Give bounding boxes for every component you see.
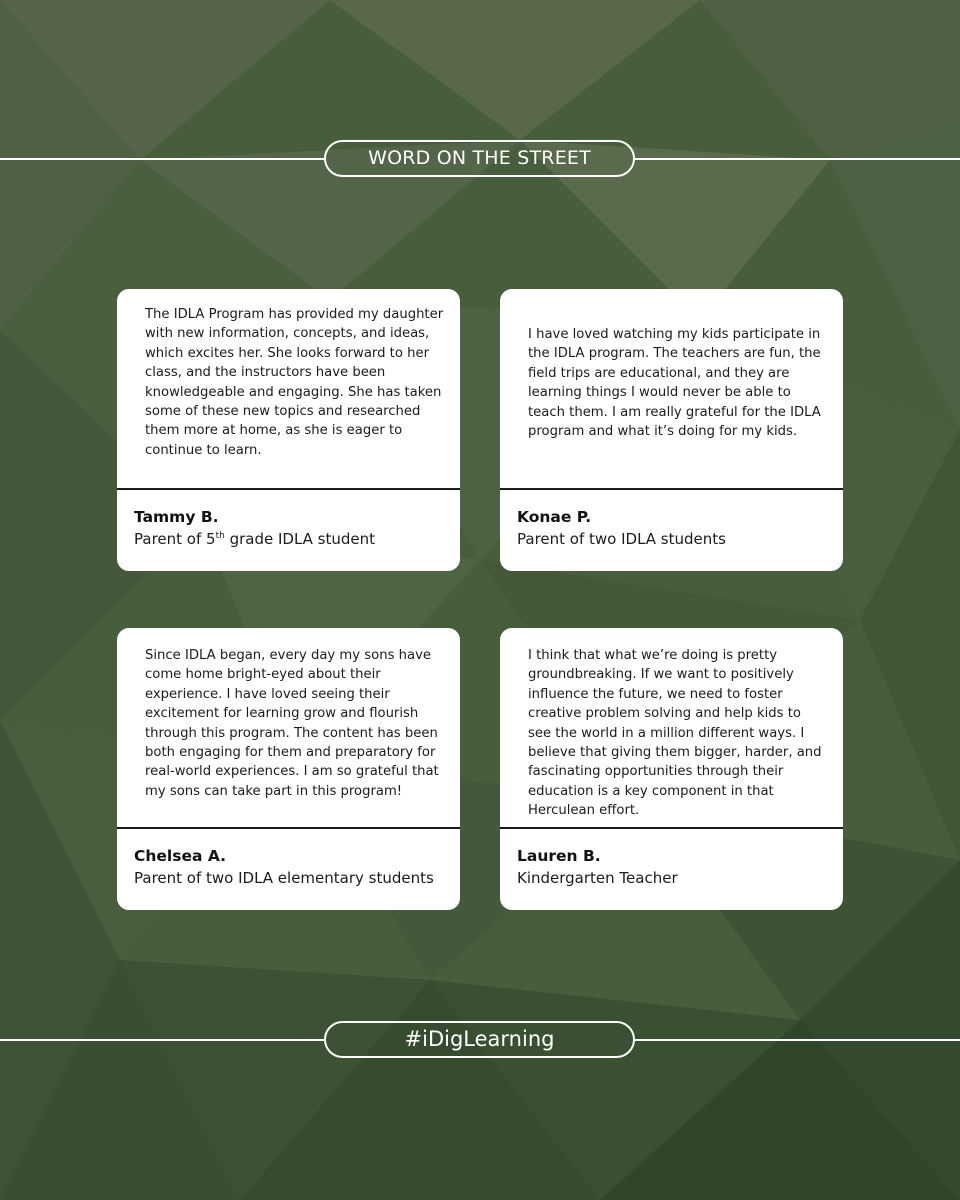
- header-rule-left: [0, 158, 324, 160]
- testimonial-quote: Since IDLA began, every day my sons have come home bright-eyed about their experience. I have loved seeing their excitement for learning grow and flourish through this program. The content has been both engaging for them and preparatory for real-world experiences. I am so grateful that my sons can take part in this program!: [145, 648, 439, 799]
- testimonial-author: Chelsea A.: [134, 847, 227, 865]
- card-divider: [117, 488, 460, 490]
- section-title: WORD ON THE STREET: [324, 140, 635, 177]
- hashtag-label: #iDigLearning: [324, 1021, 635, 1058]
- card-divider: [500, 488, 843, 490]
- role-suffix: grade IDLA student: [224, 530, 376, 548]
- card-divider: [500, 827, 843, 829]
- testimonial-author: Konae P.: [517, 508, 592, 526]
- testimonial-role: Kindergarten Teacher: [517, 869, 678, 887]
- role-ordinal: th: [215, 531, 225, 541]
- testimonial-author: Tammy B.: [134, 508, 219, 526]
- testimonial-quote: I think that what we’re doing is pretty groundbreaking. If we want to positively influence the future, we need to foster creative problem solving and help kids to see the world in a million different ways. I believe that giving them bigger, harder, and fascinating opportunities through their education is a key component in that Herculean effort.: [528, 648, 822, 819]
- testimonial-role: Parent of two IDLA students: [517, 530, 726, 548]
- testimonial-role: Parent of two IDLA elementary students: [134, 869, 434, 887]
- testimonial-quote: I have loved watching my kids participate in the IDLA program. The teachers are fun, the field trips are educational, and they are learning things I would never be able to teach them. I am really grateful for the IDLA program and what it’s doing for my kids.: [528, 327, 821, 440]
- testimonial-card-tammy: [117, 289, 460, 571]
- testimonial-card-chelsea: [117, 628, 460, 910]
- footer-rule-right: [635, 1039, 960, 1041]
- testimonial-card-lauren: [500, 628, 843, 910]
- testimonial-author: Lauren B.: [517, 847, 601, 865]
- testimonial-quote: The IDLA Program has provided my daughter with new information, concepts, and ideas, which excites her. She looks forward to her class, and the instructors have been knowledgeable and engaging. She has taken some of these new topics and researched them more at home, as she is eager to continue to learn.: [145, 307, 444, 458]
- role-prefix: Parent of 5: [134, 530, 216, 548]
- card-divider: [117, 827, 460, 829]
- testimonial-role: [134, 530, 375, 548]
- footer-rule-left: [0, 1039, 324, 1041]
- testimonial-card-konae: [500, 289, 843, 571]
- header-rule-right: [635, 158, 960, 160]
